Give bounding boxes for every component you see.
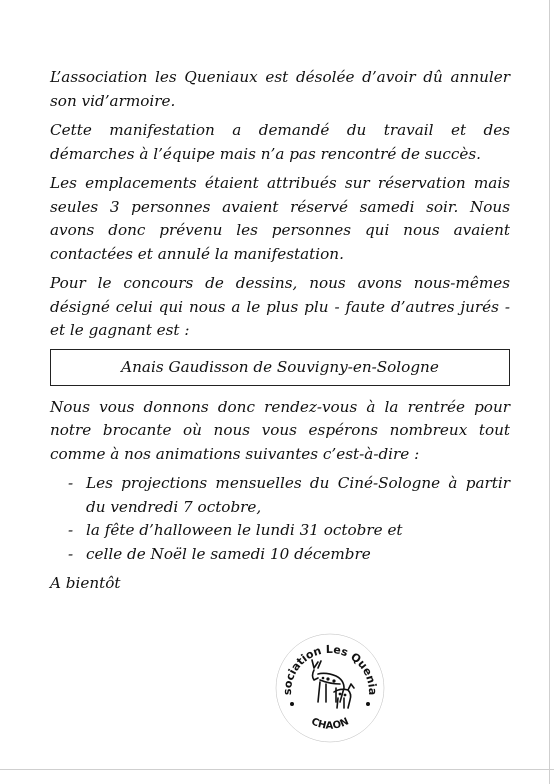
stamp-dot-right <box>366 702 370 706</box>
paragraph-cancellation: L’association les Queniaux est désolée d’avoir dû annuler son vid’armoire. <box>50 68 510 110</box>
list-item <box>50 543 510 567</box>
paragraph-reservations: Les emplacements étaient attribués sur réservation mais seules 3 personnes avaient réservé samedi soir. Nous avons donc prévenu les personnes qui nous avaient contactées et annulé la manifestation. <box>50 174 510 263</box>
bullet-dash: - <box>68 474 74 492</box>
list-item <box>50 472 510 519</box>
association-stamp <box>274 632 386 744</box>
winner-name: Anais Gaudisson de Souvigny-en-Sologne <box>121 358 439 376</box>
list-item <box>50 519 510 543</box>
paragraph-drawing-contest: Pour le concours de dessins, nous avons nous-mêmes désigné celui qui nous a le plus plu - faute d’autres jurés - et le gagnant est : <box>50 274 510 339</box>
paragraph-rendezvous: Nous vous donnons donc rendez-vous à la rentrée pour notre brocante où nous vous espérons nombreux tout comme à nos animations suivantes c’est-à-dire : <box>50 397 510 463</box>
bullet-dash: - <box>68 544 74 563</box>
stamp-dot-left <box>290 702 294 706</box>
bullet-dash: - <box>68 521 74 539</box>
stamp-text-bottom: CHAON <box>309 716 351 732</box>
stamp-logo <box>274 632 386 744</box>
page-edge-bottom <box>0 769 554 770</box>
page-edge-right <box>549 0 550 784</box>
event-text: celle de Noël le samedi 10 décembre <box>86 544 371 563</box>
event-text: Les projections mensuelles du Ciné-Sologne à partir du vendredi 7 octobre, <box>86 474 510 516</box>
letter-body <box>50 66 510 596</box>
paragraph-effort: Cette manifestation a demandé du travail et des démarches à l’équipe mais n’a pas rencontré de succès. <box>50 121 510 163</box>
event-text: la fête d’halloween le lundi 31 octobre et <box>86 521 403 539</box>
events-list <box>50 472 510 566</box>
signoff: A bientôt <box>50 574 121 592</box>
stamp-text-top: sociation Les Quenia <box>280 642 380 696</box>
winner-box <box>50 349 510 386</box>
